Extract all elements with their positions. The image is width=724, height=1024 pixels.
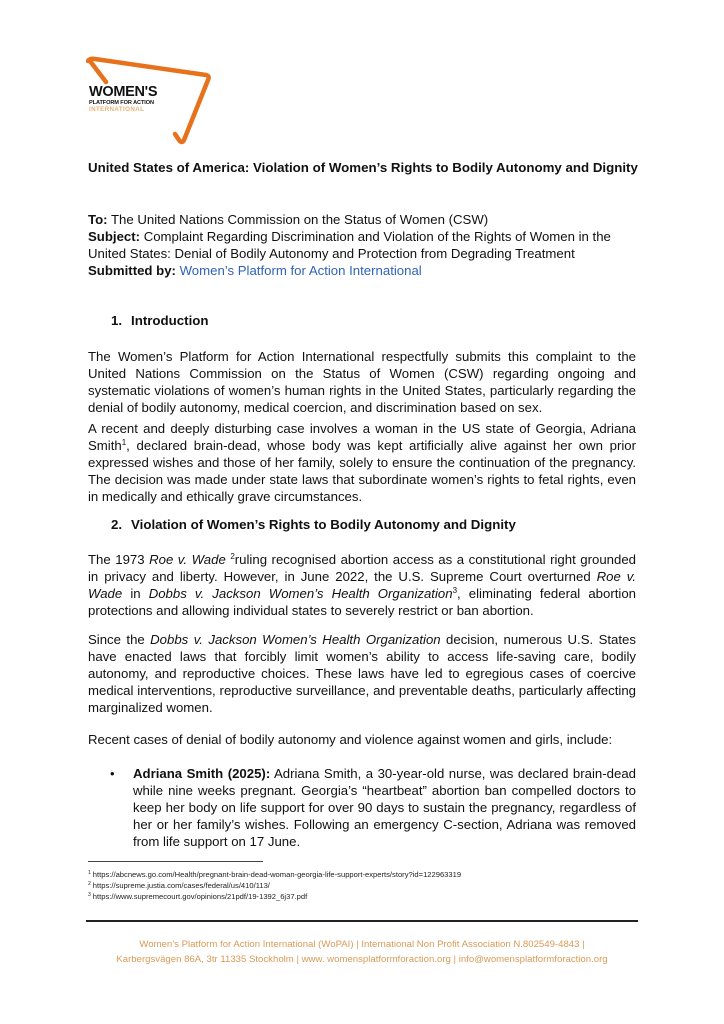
- section-number: 1.: [111, 313, 123, 328]
- to-line: [88, 211, 636, 228]
- submitted-by-label: Submitted by:: [88, 263, 176, 279]
- footnote-divider: [88, 861, 263, 862]
- footer-divider: [86, 920, 638, 922]
- footnote-ref-1[interactable]: 1: [121, 438, 127, 448]
- subject-label: Subject:: [88, 229, 141, 245]
- section-number: 2.: [111, 517, 123, 532]
- document-title: United States of America: Violation of Women’s Rights to Bodily Autonomy and Dignity: [88, 160, 638, 175]
- section-title: Violation of Women’s Rights to Bodily Autonomy and Dignity: [131, 517, 516, 532]
- roe-paragraph: The 1973 Roe v. Wade $^2$ruling recognised abortion access as a constitutional right grounded in privacy and liberty. However, in June 2022, the U.S. Supreme Court overturned Roe v. Wade in Dobbs v. Jackson Women’s Health Organization$^3$, eliminating federal abortion protections and allowing individual states to severely restrict or ban abortion.: [88, 552, 636, 619]
- page-footer: [80, 937, 644, 967]
- footer-line-1: Women’s Platform for Action International (WoPAI) | International Non Profit Association N.802549-4843 |: [139, 939, 585, 950]
- footnote-link[interactable]: https://supreme.justia.com/cases/federal/us/410/113/: [92, 881, 270, 890]
- bullet-icon: •: [110, 766, 115, 781]
- recent-cases-intro: Recent cases of denial of bodily autonomy and violence against women and girls, include:: [88, 732, 613, 747]
- section-heading-introduction: [111, 313, 209, 328]
- subject-line: [88, 228, 636, 262]
- case-list-item: [133, 765, 636, 850]
- logo-womens-text: WOMEN'S: [89, 84, 158, 100]
- dobbs-paragraph: Since the Dobbs v. Jackson Women’s Health Organization decision, numerous U.S. States have enacted laws that forcibly limit women’s ability to access life-saving care, bodily autonomy, and reproductive choices. These laws have led to egregious cases of coercive medical interventions, reproductive surveillance, and preventable deaths, particularly affecting marginalized women.: [88, 632, 636, 716]
- submitted-by-link[interactable]: Women’s Platform for Action International: [179, 263, 422, 279]
- footnotes: [88, 869, 461, 902]
- footnote-link[interactable]: https://www.supremecourt.gov/opinions/21pdf/19-1392_6j37.pdf: [92, 892, 308, 901]
- footnote-ref-3[interactable]: 3: [452, 586, 458, 596]
- footnote-1: $^1$ https://abcnews.go.com/Health/pregnant-brain-dead-woman-georgia-life-support-experts/story?id=122963319: [88, 870, 462, 879]
- case-text: Adriana Smith, a 30-year-old nurse, was declared brain-dead while nine weeks pregnant. Georgia’s “heartbeat” abortion ban compelled doctors to keep her body on life support for over 90 days to sustain the pregnancy, regardless of her or her family’s wishes. Following an emergency C-section, Adriana was removed from life support on 17 June.: [133, 766, 636, 850]
- footer-line-2: Karbergsvägen 86A, 3tr 11335 Stockholm | www. womensplatformforaction.org | info@womensplatformforaction.org: [116, 954, 608, 965]
- footnote-2: $^2$ https://supreme.justia.com/cases/federal/us/410/113/: [88, 881, 270, 890]
- footnote-ref-2[interactable]: 2: [230, 552, 235, 561]
- submitted-by-line: [88, 262, 636, 279]
- letter-header: [88, 211, 636, 279]
- logo-international-text: INTERNATIONAL: [89, 106, 145, 114]
- subject-value: Complaint Regarding Discrimination and Violation of the Rights of Women in the United States: Denial of Bodily Autonomy and Protection from Degrading Treatment: [88, 229, 611, 262]
- to-label: To:: [88, 212, 108, 227]
- intro-paragraph-1: The Women’s Platform for Action International respectfully submits this complaint to the United Nations Commission on the Status of Women (CSW) regarding ongoing and systematic violations of women’s human rights in the United States, particularly regarding the denial of bodily autonomy, medical coercion, and discrimination based on sex.: [88, 349, 636, 416]
- logo-platform-text: PLATFORM FOR ACTION: [89, 99, 154, 106]
- footnote-3: $^3$ https://www.supremecourt.gov/opinions/21pdf/19-1392_6j37.pdf: [88, 892, 308, 901]
- section-title: Introduction: [131, 313, 209, 328]
- intro-paragraph-2: A recent and deeply disturbing case involves a woman in the US state of Georgia, Adriana Smith$^1$, declared brain-dead, whose body was kept artificially alive against her own prior expressed wishes and those of her family, solely to ensure the continuation of the pregnancy. The decision was made under state laws that subordinate women’s rights to fetal rights, even in medically and ethically grave circumstances.: [88, 421, 636, 505]
- to-value: The United Nations Commission on the Status of Women (CSW): [107, 212, 489, 227]
- case-title: Adriana Smith (2025):: [133, 766, 271, 781]
- organization-logo: [86, 56, 216, 146]
- footnote-link[interactable]: https://abcnews.go.com/Health/pregnant-brain-dead-woman-georgia-life-support-experts/story?id=122963319: [92, 870, 462, 879]
- section-heading-violation: [111, 517, 516, 532]
